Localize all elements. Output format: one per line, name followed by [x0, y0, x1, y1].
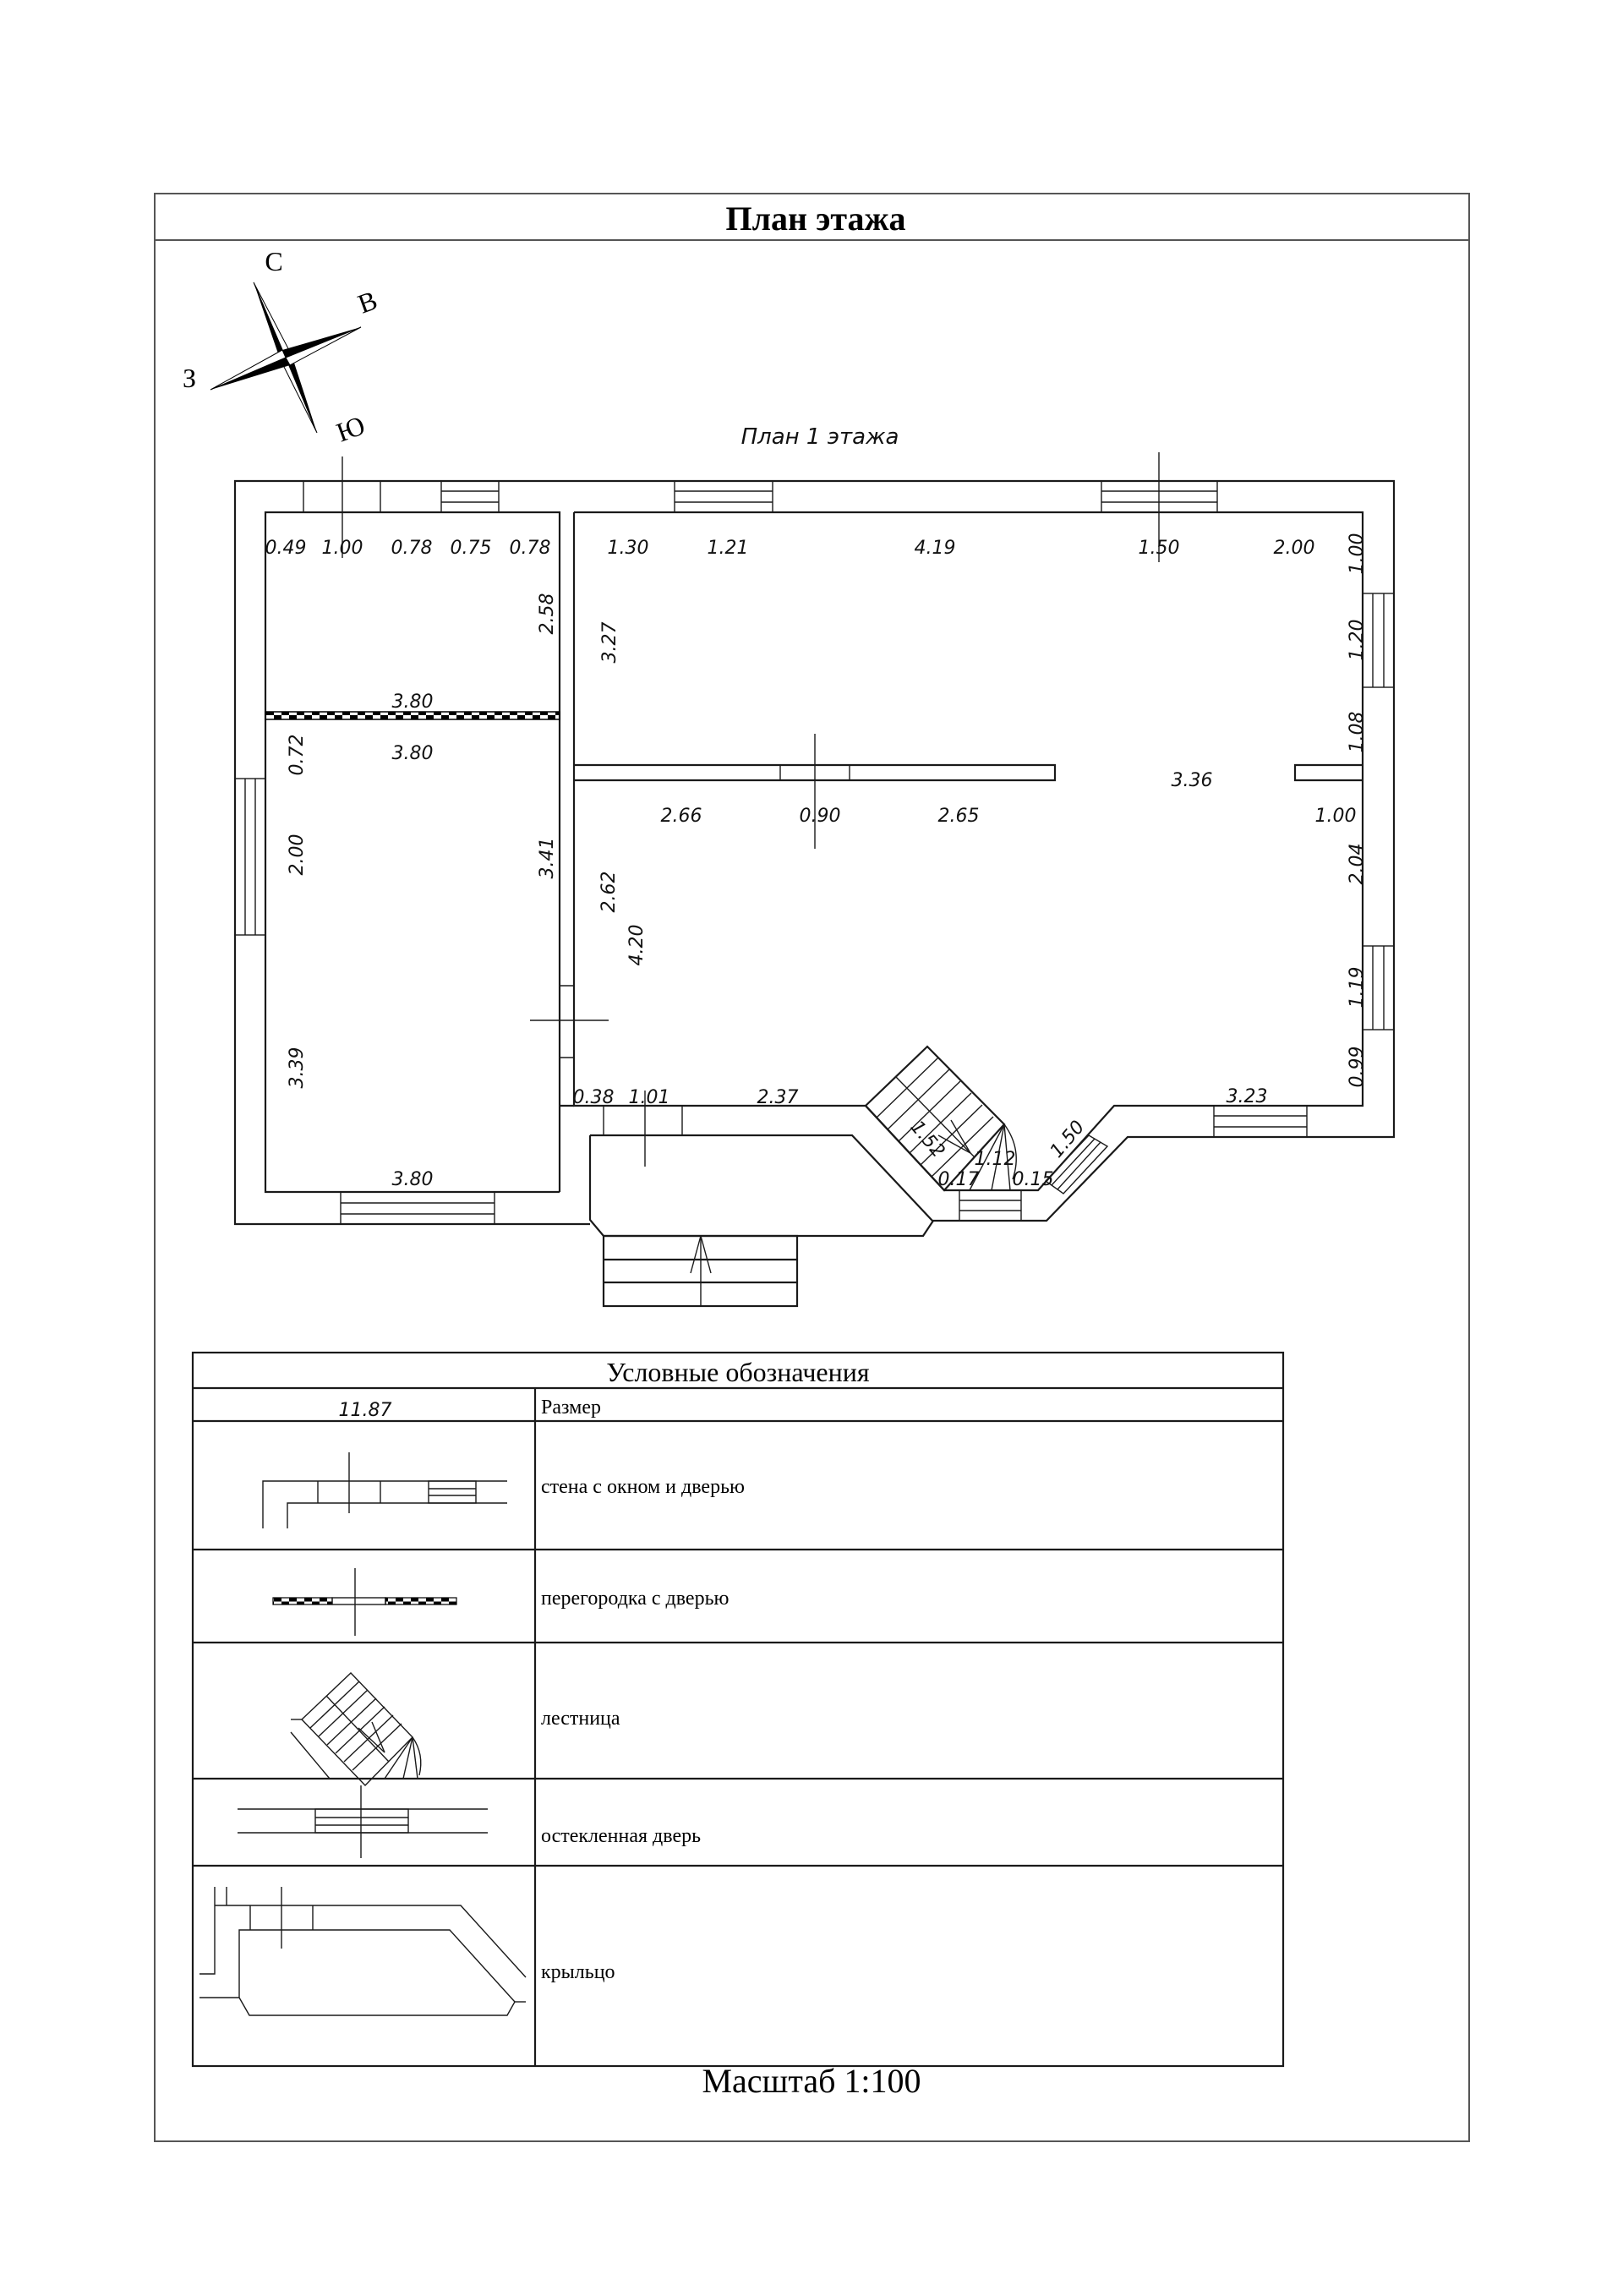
legend-porch-symbol [199, 1887, 526, 2015]
legend-table [193, 1353, 1283, 2066]
left-window [235, 779, 265, 935]
dim-right: 1.00 [1314, 806, 1357, 827]
plan-title: План 1 этажа [740, 424, 899, 450]
dim-stair: 0.17 [937, 1169, 980, 1190]
dim-stair: 1.12 [974, 1149, 1016, 1170]
dim-front: 0.38 [572, 1087, 615, 1108]
dim-bay-window: 1.50 [1046, 1117, 1090, 1162]
legend-item-label: лестница [541, 1708, 620, 1730]
dim-left-lower: 3.41 [537, 837, 558, 879]
dim-top: 1.30 [607, 538, 649, 559]
compass-rose-icon [210, 282, 361, 433]
dim-hall-lower: 2.62 [598, 871, 620, 913]
legend-size-sample: 11.87 [338, 1400, 392, 1421]
dim-living-width: 3.36 [1171, 770, 1213, 791]
legend-partition-symbol [273, 1568, 456, 1636]
top-window-1 [441, 481, 499, 512]
dim-hall-lower: 4.20 [626, 924, 648, 966]
dim-stair: 0.15 [1012, 1169, 1054, 1190]
dim-left-upper: 2.58 [537, 593, 558, 635]
dim-top: 1.21 [707, 538, 749, 559]
dim-right: 1.00 [1347, 533, 1368, 575]
dim-partition: 2.66 [660, 806, 702, 827]
dimension-labels [265, 533, 1368, 1190]
dim-top: 4.19 [914, 538, 956, 559]
compass-east-label: В [353, 284, 381, 320]
dim-bottom-right: 3.23 [1226, 1086, 1268, 1107]
dim-right: 1.19 [1347, 966, 1368, 1009]
dim-right: 0.99 [1347, 1046, 1368, 1088]
sheet-title: План этажа [725, 200, 906, 238]
legend-item-label: остекленная дверь [541, 1825, 702, 1847]
legend-item-label: перегородка с дверью [541, 1588, 730, 1610]
legend-item-label: стена с окном и дверью [541, 1476, 745, 1498]
dim-top: 0.49 [265, 538, 307, 559]
sheet-frame [155, 194, 1469, 2141]
dim-top: 0.78 [509, 538, 551, 559]
dim-left-col: 2.00 [287, 834, 308, 876]
interior-partition [574, 734, 1363, 849]
partition-checker [265, 712, 560, 719]
legend-stair-symbol [291, 1673, 421, 1785]
legend-title: Условные обозначения [606, 1357, 870, 1387]
dim-top: 2.00 [1273, 538, 1315, 559]
dim-partition: 2.65 [937, 806, 980, 827]
dim-top: 0.78 [391, 538, 433, 559]
compass-west-label: З [182, 363, 197, 393]
porch [590, 1135, 933, 1306]
dim-right: 2.04 [1347, 843, 1368, 885]
legend-item-label: крыльцо [541, 1961, 615, 1983]
glass-door-bottom [959, 1190, 1021, 1221]
compass-south-label: Ю [332, 409, 369, 448]
dim-top: 0.75 [450, 538, 492, 559]
dim-top: 1.50 [1138, 538, 1180, 559]
dim-left-col: 0.72 [287, 734, 308, 776]
dim-right: 1.08 [1347, 711, 1368, 753]
dim-partition-above: 3.80 [391, 692, 434, 713]
dim-right: 1.20 [1347, 619, 1368, 661]
dim-hall-upper: 3.27 [599, 621, 620, 664]
top-window-2 [675, 481, 773, 512]
bottom-right-window [1214, 1106, 1307, 1137]
dim-partition: 0.90 [799, 806, 841, 827]
bottom-left-window [341, 1192, 495, 1224]
dim-left-col: 3.39 [287, 1047, 308, 1089]
dim-front: 2.37 [757, 1087, 799, 1108]
scale-label: Масштаб 1:100 [702, 2062, 921, 2100]
legend-size-label: Размер [541, 1397, 601, 1419]
exterior-walls [235, 481, 1394, 1224]
interior-door-left [530, 986, 609, 1058]
dim-left-bottom: 3.80 [391, 1169, 434, 1190]
legend-wall-symbol [263, 1452, 507, 1528]
dim-top: 1.00 [321, 538, 363, 559]
dim-partition-below: 3.80 [391, 743, 434, 764]
dim-front: 1.01 [628, 1087, 670, 1108]
legend-glass-door-symbol [238, 1785, 488, 1858]
compass-north-label: С [265, 246, 283, 276]
dim-stair: 1.52 [905, 1117, 949, 1162]
